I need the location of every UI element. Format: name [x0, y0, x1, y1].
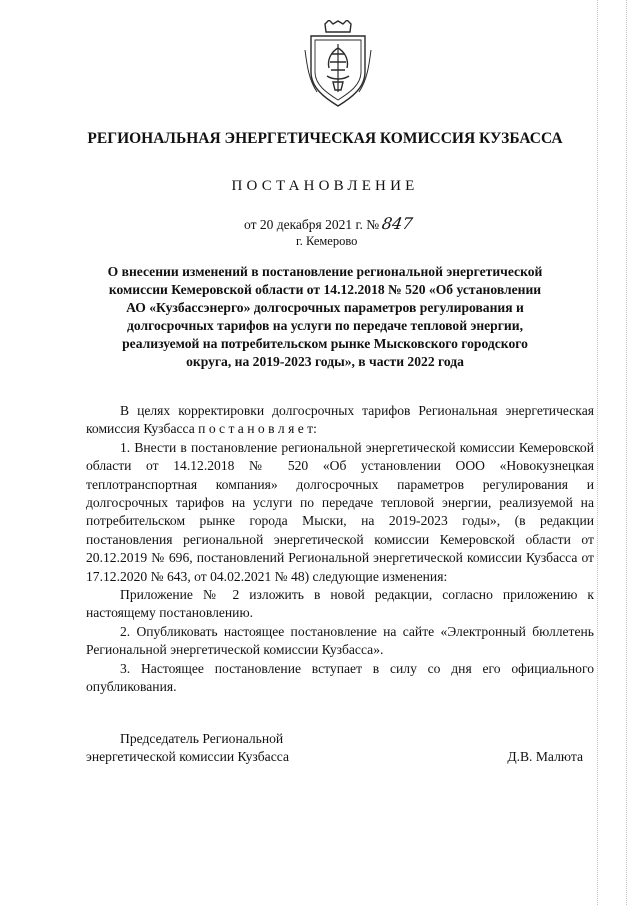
document-title: О внесении изменений в постановление региональной энергетической комиссии Кемеровской области от 14.12.2018 № 520 «Об установлении АО «Кузбассэнерго» долгосрочных параметров регулирования и долгосрочных тарифов на услуги по передаче тепловой энергии, реализуемой на потребительском рынке Мысковского городского округа, на 2019-2023 годы», в части 2022 года	[107, 264, 543, 369]
document-number: 847	[380, 214, 415, 233]
item-1-paragraph: 1. Внести в постановление региональной энергетической комиссии Кемеровской области от 14.12.2018 № 520 «Об установлении ООО «Новокузнецкая теплотранспортная компания» долгосрочных параметров регулирования и долгосрочных тарифов на услуги по передаче тепловой энергии, реализуемой на потребительском рынке города Мыски, на 2019-2023 годы», (в редакции постановления региональной энергетической комиссии Кемеровской области от 20.12.2019 № 696, постановлений Региональной энергетической комиссии Кузбасса от 17.12.2020 № 643, от 04.02.2021 № 48) следующие изменения:	[86, 439, 594, 584]
scan-edge-line	[597, 0, 598, 905]
document-date: от 20 декабря 2021 г. №	[244, 217, 380, 232]
position-line-2: энергетической комиссии Кузбасса	[86, 749, 289, 764]
signatory-position	[86, 730, 289, 766]
signatory-name: Д.В. Малюта	[507, 749, 583, 764]
authority-name: РЕГИОНАЛЬНАЯ ЭНЕРГЕТИЧЕСКАЯ КОМИССИЯ КУЗБАССА	[87, 130, 563, 147]
document-body	[86, 402, 594, 697]
scan-edge-line	[626, 0, 627, 905]
document-type: ПОСТАНОВЛЕНИЕ	[231, 178, 419, 194]
preamble-paragraph: В целях корректировки долгосрочных тарифов Региональная энергетическая комиссия Кузбасса п о с т а н о в л я е т:	[86, 403, 594, 437]
coat-of-arms-emblem-icon	[303, 20, 373, 108]
item-2-paragraph: 2. Опубликовать настоящее постановление на сайте «Электронный бюллетень Региональной энергетической комиссии Кузбасса».	[86, 623, 594, 658]
item-3-paragraph: 3. Настоящее постановление вступает в силу со дня его официального опубликования.	[86, 660, 594, 695]
city-name: г. Кемерово	[296, 234, 358, 248]
item-1-sub-paragraph: Приложение № 2 изложить в новой редакции, согласно приложению к настоящему постановлению.	[86, 587, 594, 621]
position-line-1: Председатель Региональной	[120, 731, 284, 746]
date-line	[244, 214, 413, 233]
